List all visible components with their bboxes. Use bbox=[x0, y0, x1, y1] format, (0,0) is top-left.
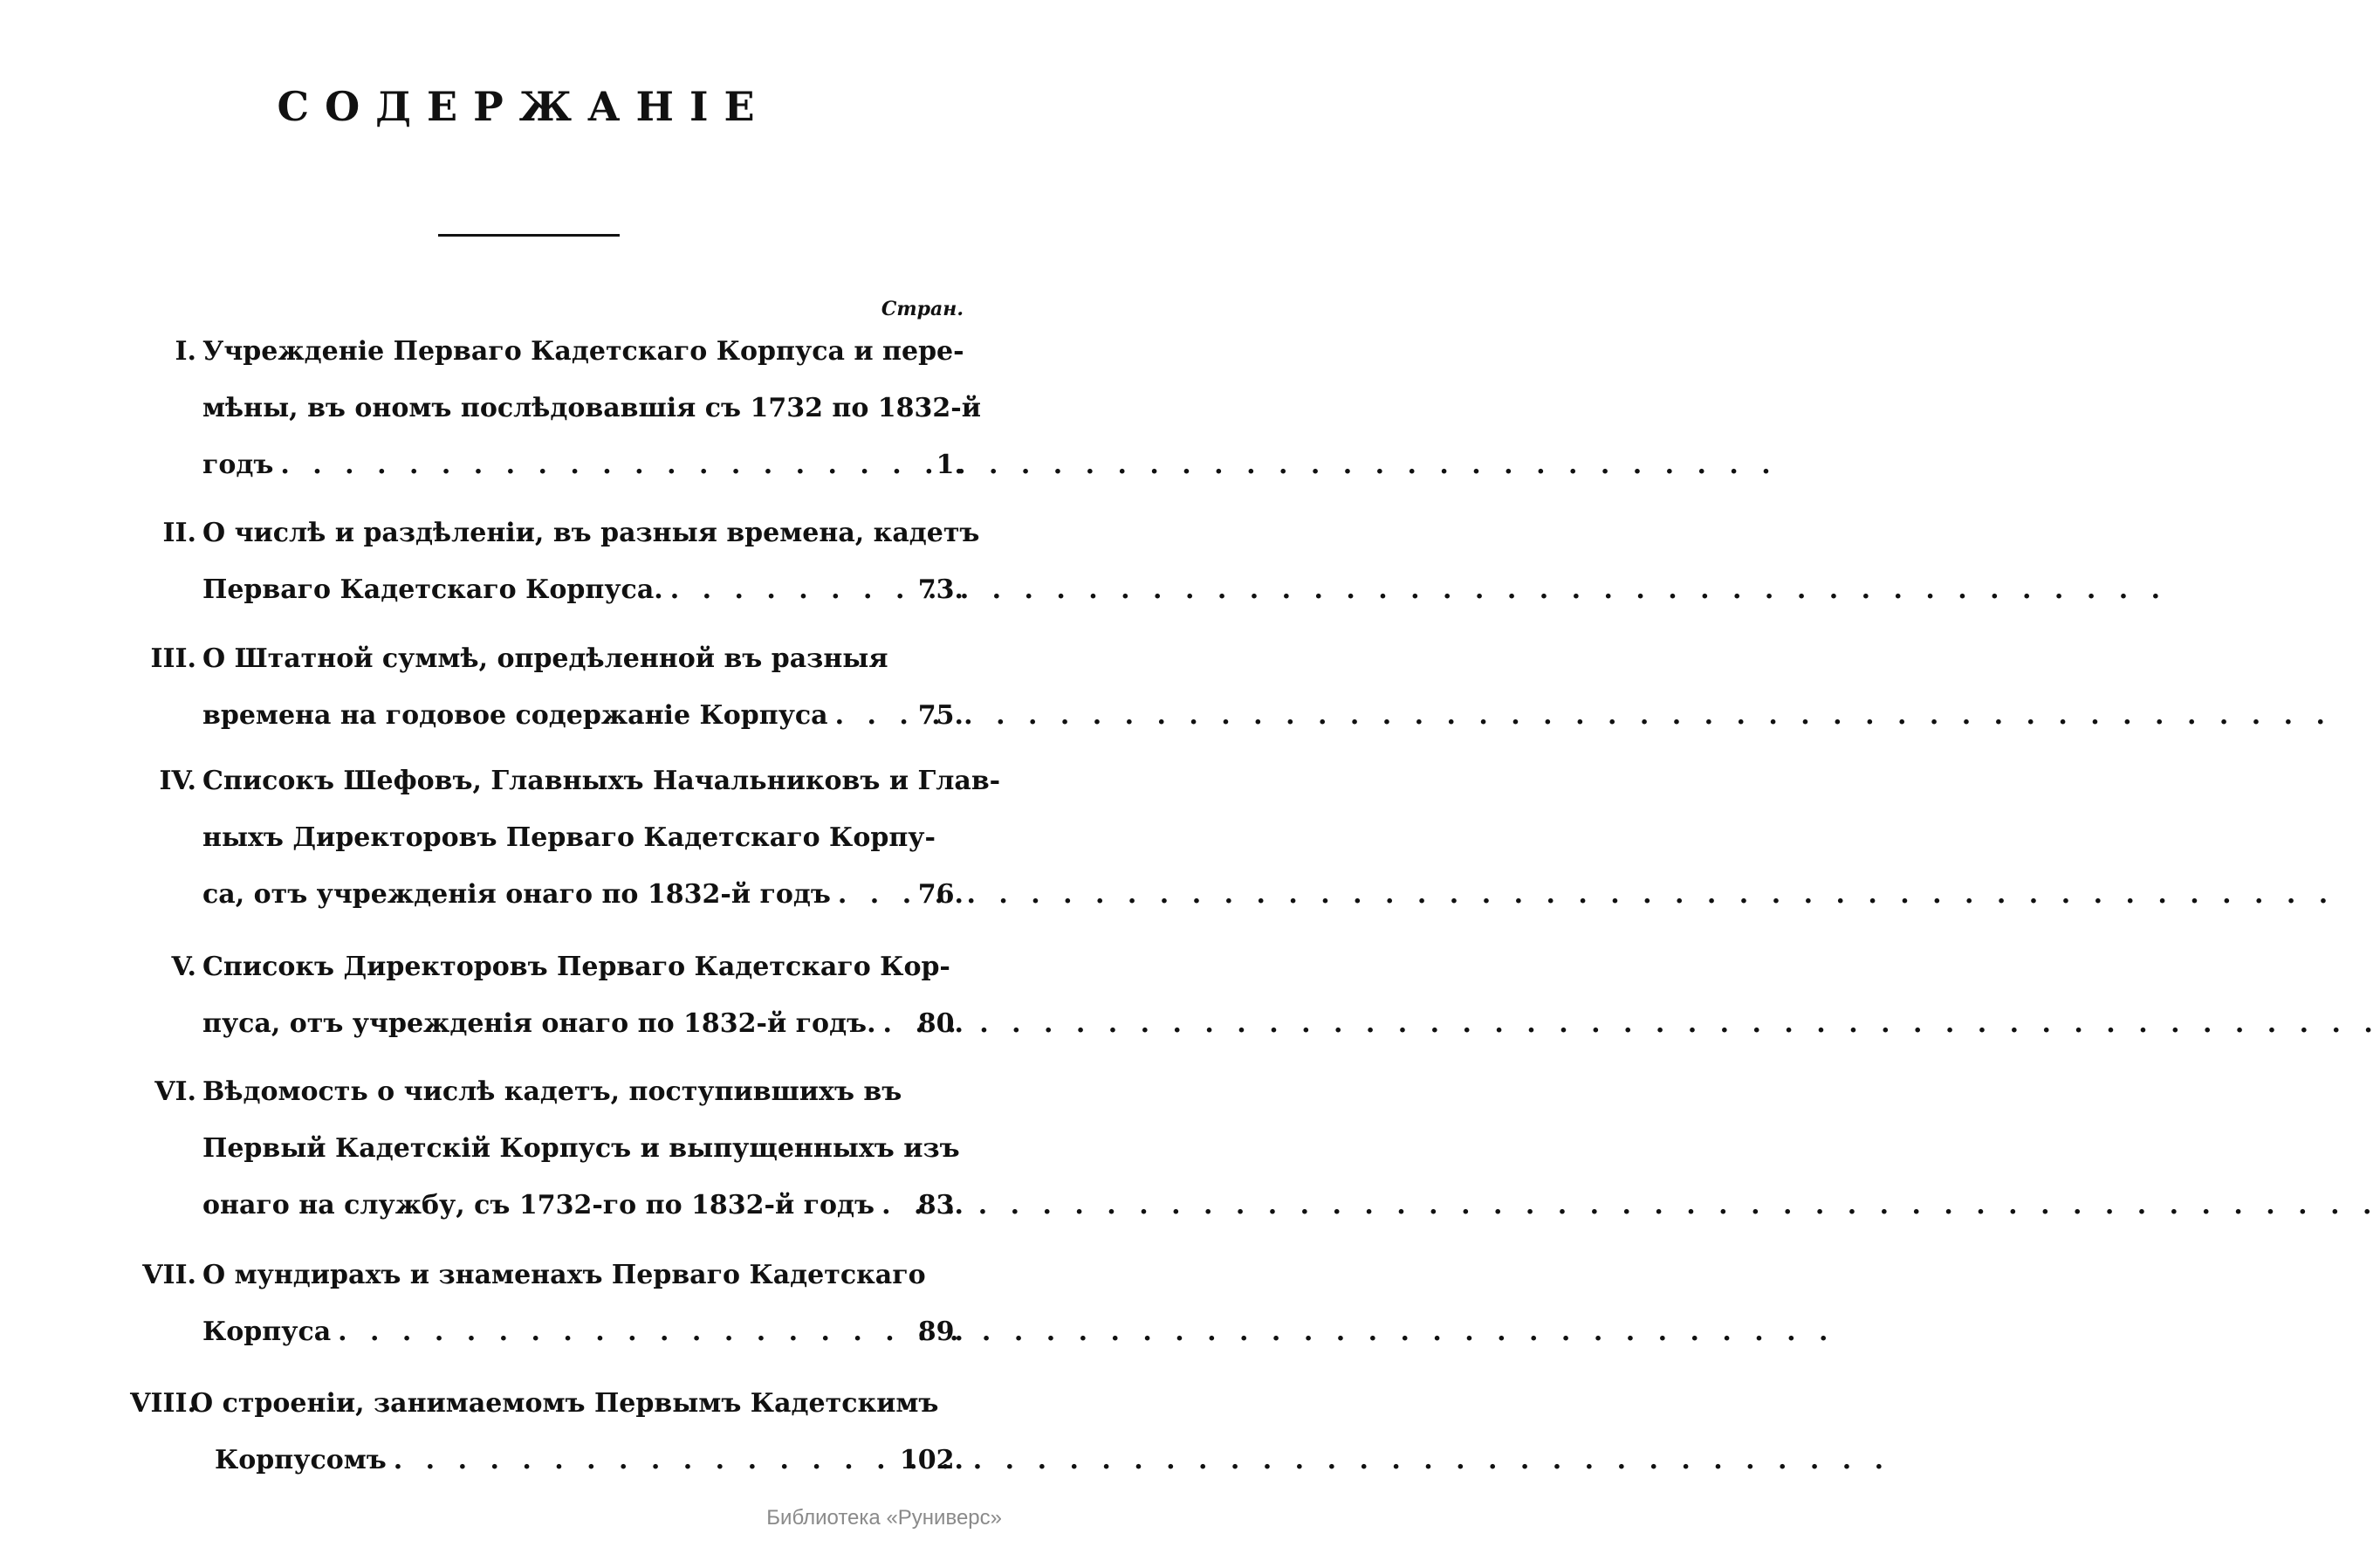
entry-line: О строеніи, занимаемомъ Первымъ Кадетскимъ bbox=[190, 1388, 939, 1419]
dot-leader bbox=[273, 437, 1777, 493]
entry-number: VI. bbox=[154, 1076, 196, 1107]
page-number: 89. bbox=[917, 1317, 964, 1347]
entry-number: V. bbox=[171, 952, 196, 982]
dot-leader bbox=[831, 866, 2335, 923]
page-number: 83. bbox=[917, 1190, 964, 1220]
entry-line: Первый Кадетскій Корпусъ и выпущенныхъ изъ bbox=[202, 1133, 960, 1164]
entry-line: онаго на службу, съ 1732-го по 1832-й годъ bbox=[202, 1190, 875, 1220]
entry-line: О мундирахъ и знаменахъ Перваго Кадетскаго bbox=[202, 1260, 926, 1290]
page-number: 80. bbox=[917, 1008, 964, 1039]
dot-leader bbox=[387, 1432, 1890, 1489]
entry-line: Учрежденіе Перваго Кадетскаго Корпуса и пере- bbox=[202, 336, 964, 367]
entry-line: Перваго Кадетскаго Корпуса. bbox=[202, 574, 663, 605]
entry-number: II. bbox=[162, 518, 196, 548]
entry-line: Списокъ Директоровъ Перваго Кадетскаго Кор- bbox=[202, 952, 950, 982]
entry-line: времена на годовое содержаніе Корпуса bbox=[202, 700, 828, 731]
page-number: 102. bbox=[899, 1445, 964, 1475]
page-column-label: Стран. bbox=[881, 298, 964, 320]
entry-line: Корпусомъ bbox=[215, 1445, 387, 1475]
entry-line: са, отъ учрежденія онаго по 1832-й годъ bbox=[202, 879, 831, 910]
entry-line: О Штатной суммѣ, опредѣленной въ разныя bbox=[202, 643, 888, 674]
page-number: 75. bbox=[917, 700, 964, 731]
page-number: 1. bbox=[936, 450, 964, 480]
entry-line: пуса, отъ учрежденія онаго по 1832-й годъ. bbox=[202, 1008, 876, 1039]
entry-line: ныхъ Директоровъ Перваго Кадетскаго Корпу- bbox=[202, 822, 936, 853]
entry-line: О числѣ и раздѣленіи, въ разныя времена, кадетъ bbox=[202, 518, 980, 548]
entry-number: IV. bbox=[159, 766, 196, 796]
entry-leader-line bbox=[202, 866, 944, 923]
entry-leader-line bbox=[202, 1177, 944, 1234]
entry-number: VIII. bbox=[130, 1388, 196, 1419]
entry-leader-line bbox=[215, 1432, 939, 1489]
page-number: 76. bbox=[917, 879, 964, 910]
entry-leader-line bbox=[202, 437, 953, 493]
entry-number: VII. bbox=[142, 1260, 196, 1290]
entry-number: III. bbox=[150, 643, 196, 674]
entry-leader-line bbox=[202, 1303, 944, 1360]
entry-leader-line bbox=[202, 995, 944, 1052]
library-watermark: Библиотека «Руниверс» bbox=[766, 1506, 1002, 1530]
entry-line: Корпуса bbox=[202, 1317, 332, 1347]
entry-number: I. bbox=[175, 336, 196, 367]
entry-leader-line bbox=[202, 561, 944, 618]
dot-leader bbox=[331, 1303, 1835, 1360]
page-title: СОДЕРЖАНІЕ bbox=[277, 83, 771, 130]
entry-leader-line bbox=[202, 687, 944, 744]
entry-line: мѣны, въ ономъ послѣдовавшія съ 1732 по 1832-й bbox=[202, 393, 982, 423]
entry-line: Списокъ Шефовъ, Главныхъ Начальниковъ и Глав- bbox=[202, 766, 1001, 796]
page-number: 73. bbox=[917, 574, 964, 605]
entry-line: Вѣдомость о числѣ кадетъ, поступившихъ въ bbox=[202, 1076, 902, 1107]
dot-leader bbox=[874, 1177, 2378, 1234]
dot-leader bbox=[828, 687, 2332, 744]
entry-line: годъ bbox=[202, 450, 274, 480]
dot-leader bbox=[876, 995, 2380, 1052]
dot-leader bbox=[663, 561, 2167, 618]
title-divider bbox=[438, 234, 620, 237]
